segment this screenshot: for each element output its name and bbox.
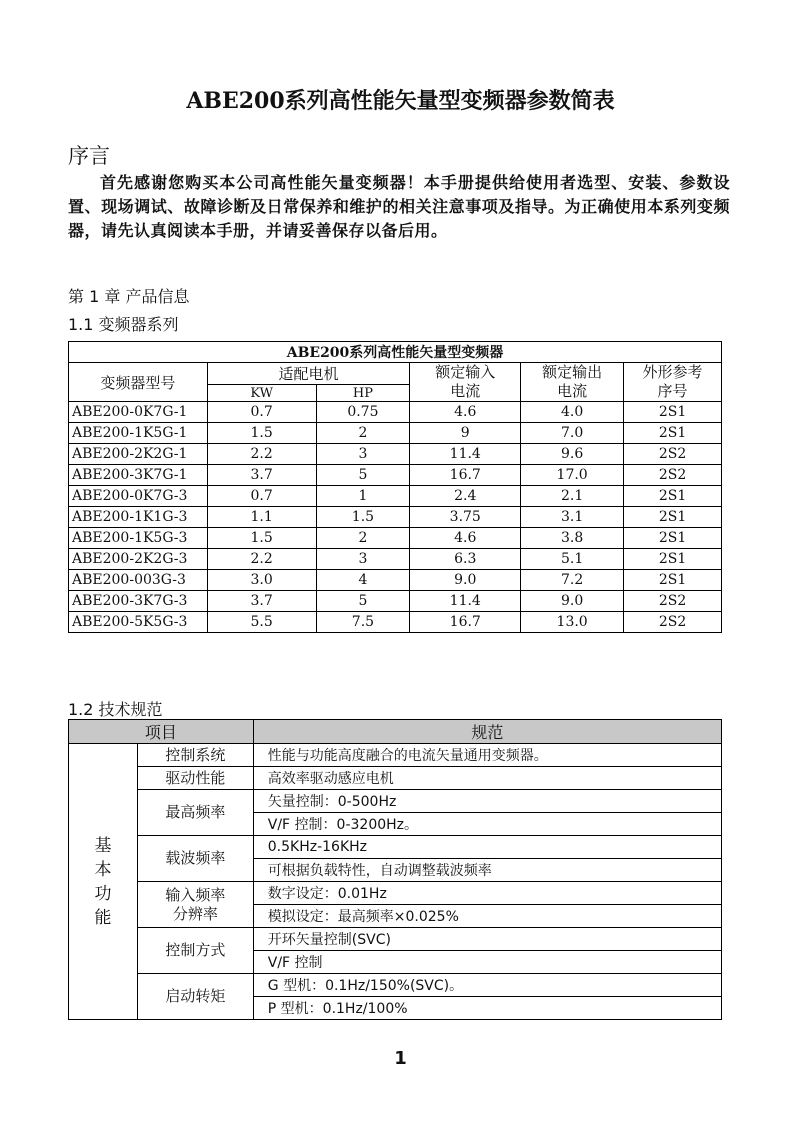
cell-outline-ref: 2S1 — [624, 507, 722, 528]
cell-model: ABE200-3K7G-1 — [69, 465, 208, 486]
header-hp: HP — [316, 385, 410, 402]
spec-value: 数字设定：0.01Hz — [253, 882, 721, 905]
spec-value: 开环矢量控制(SVC) — [253, 928, 721, 951]
cell-input-current: 2.4 — [410, 486, 521, 507]
cell-output-current: 3.1 — [521, 507, 624, 528]
cell-outline-ref: 2S1 — [624, 423, 722, 444]
spec-item-name — [137, 974, 253, 1020]
table-row — [69, 507, 722, 528]
cell-hp: 1.5 — [316, 507, 410, 528]
header-output-current-text: 额定输出电流 — [542, 363, 603, 400]
spec-value: G 型机：0.1Hz/150%(SVC)。 — [253, 974, 721, 997]
cell-hp: 5 — [316, 465, 410, 486]
header-model: 变频器型号 — [69, 363, 208, 402]
cell-input-current: 16.7 — [410, 465, 521, 486]
table-row — [69, 444, 722, 465]
cell-input-current: 9.0 — [410, 570, 521, 591]
cell-kw: 5.5 — [207, 612, 316, 633]
cell-output-current: 9.0 — [521, 591, 624, 612]
cell-outline-ref: 2S2 — [624, 591, 722, 612]
preface-paragraph: 首先感谢您购买本公司高性能矢量变频器！本手册提供给使用者选型、安装、参数设置、现场调试、故障诊断及日常保养和维护的相关注意事项及指导。为正确使用本系列变频器，请先认真阅读本手册，并请妥善保存以备后用。 — [68, 173, 730, 240]
table-row — [69, 591, 722, 612]
cell-output-current: 4.0 — [521, 402, 624, 423]
header-input-current — [410, 363, 521, 402]
cell-input-current: 11.4 — [410, 444, 521, 465]
cell-hp: 3 — [316, 444, 410, 465]
section-heading-series: 1.1 变频器系列 — [68, 315, 179, 334]
cell-outline-ref: 2S2 — [624, 465, 722, 486]
cell-kw: 0.7 — [207, 486, 316, 507]
spec-value: P 型机：0.1Hz/100% — [253, 997, 721, 1020]
table-row — [69, 549, 722, 570]
spec-item-name — [137, 928, 253, 974]
cell-kw: 0.7 — [207, 402, 316, 423]
spec-value: 模拟设定：最高频率×0.025% — [253, 905, 721, 928]
cell-kw: 1.5 — [207, 528, 316, 549]
header-motor: 适配电机 — [207, 363, 410, 385]
header-input-current-text: 额定输入电流 — [435, 363, 496, 400]
spec-value: 性能与功能高度融合的电流矢量通用变频器。 — [253, 744, 721, 767]
header-outline — [624, 363, 722, 402]
spec-item-name — [137, 882, 253, 928]
cell-output-current: 3.8 — [521, 528, 624, 549]
spec-item-text: 启动转矩 — [165, 987, 226, 1005]
cell-outline-ref: 2S2 — [624, 612, 722, 633]
cell-kw: 1.1 — [207, 507, 316, 528]
spec-item-text: 输入频率分辨率 — [165, 885, 226, 923]
cell-input-current: 9 — [410, 423, 521, 444]
spec-category-text: 基本功能 — [94, 835, 112, 928]
table-row — [69, 974, 722, 997]
cell-outline-ref: 2S1 — [624, 486, 722, 507]
table-row — [69, 570, 722, 591]
cell-kw: 3.7 — [207, 465, 316, 486]
cell-model: ABE200-0K7G-1 — [69, 402, 208, 423]
table-row — [69, 465, 722, 486]
table-row — [69, 402, 722, 423]
table-row — [69, 767, 722, 790]
spec-header-item: 项目 — [69, 720, 254, 744]
spec-value: 0.5KHz-16KHz — [253, 836, 721, 859]
spec-item-text: 载波频率 — [165, 849, 226, 867]
cell-kw: 2.2 — [207, 549, 316, 570]
cell-kw: 3.7 — [207, 591, 316, 612]
spec-value: 矢量控制：0-500Hz — [253, 790, 721, 813]
cell-hp: 2 — [316, 528, 410, 549]
cell-hp: 0.75 — [316, 402, 410, 423]
cell-model: ABE200-2K2G-1 — [69, 444, 208, 465]
table-row — [69, 836, 722, 859]
cell-output-current: 7.2 — [521, 570, 624, 591]
cell-model: ABE200-5K5G-3 — [69, 612, 208, 633]
cell-hp: 1 — [316, 486, 410, 507]
spec-value: 可根据负载特性，自动调整载波频率 — [253, 859, 721, 882]
cell-output-current: 7.0 — [521, 423, 624, 444]
series-table — [68, 341, 722, 633]
cell-outline-ref: 2S1 — [624, 402, 722, 423]
spec-table — [68, 719, 722, 1020]
cell-output-current: 13.0 — [521, 612, 624, 633]
cell-input-current: 6.3 — [410, 549, 521, 570]
cell-model: ABE200-2K2G-3 — [69, 549, 208, 570]
cell-hp: 4 — [316, 570, 410, 591]
cell-model: ABE200-003G-3 — [69, 570, 208, 591]
cell-input-current: 16.7 — [410, 612, 521, 633]
table-row — [69, 528, 722, 549]
cell-kw: 2.2 — [207, 444, 316, 465]
cell-output-current: 5.1 — [521, 549, 624, 570]
spec-item-text: 控制系统 — [165, 745, 226, 764]
spec-value: V/F 控制 — [253, 951, 721, 974]
cell-hp: 5 — [316, 591, 410, 612]
chapter-heading: 第 1 章 产品信息 — [68, 287, 190, 306]
cell-model: ABE200-1K1G-3 — [69, 507, 208, 528]
spec-header-spec: 规范 — [253, 720, 721, 744]
table-row — [69, 882, 722, 905]
table-row — [69, 744, 722, 767]
cell-outline-ref: 2S1 — [624, 528, 722, 549]
table-row — [69, 486, 722, 507]
section-heading-spec: 1.2 技术规范 — [68, 700, 163, 719]
cell-model: ABE200-1K5G-1 — [69, 423, 208, 444]
spec-item-name — [137, 744, 253, 767]
cell-output-current: 9.6 — [521, 444, 624, 465]
cell-input-current: 11.4 — [410, 591, 521, 612]
cell-input-current: 3.75 — [410, 507, 521, 528]
spec-item-text: 控制方式 — [165, 941, 226, 959]
cell-hp: 2 — [316, 423, 410, 444]
cell-output-current: 2.1 — [521, 486, 624, 507]
document-title: ABE200系列高性能矢量型变频器参数简表 — [186, 88, 615, 114]
table-row — [69, 612, 722, 633]
cell-kw: 1.5 — [207, 423, 316, 444]
spec-item-name — [137, 767, 253, 790]
spec-category — [69, 744, 138, 1020]
table-row — [69, 928, 722, 951]
spec-value: V/F 控制：0-3200Hz。 — [253, 813, 721, 836]
header-kw: KW — [207, 385, 316, 402]
cell-outline-ref: 2S1 — [624, 570, 722, 591]
page-number: 1 — [394, 1048, 407, 1069]
cell-model: ABE200-1K5G-3 — [69, 528, 208, 549]
cell-input-current: 4.6 — [410, 528, 521, 549]
spec-item-name — [137, 790, 253, 836]
cell-model: ABE200-3K7G-3 — [69, 591, 208, 612]
header-outline-text: 外形参考序号 — [642, 363, 703, 400]
cell-outline-ref: 2S2 — [624, 444, 722, 465]
header-output-current — [521, 363, 624, 402]
cell-output-current: 17.0 — [521, 465, 624, 486]
cell-hp: 7.5 — [316, 612, 410, 633]
series-table-caption: ABE200系列高性能矢量型变频器 — [69, 342, 722, 363]
cell-hp: 3 — [316, 549, 410, 570]
cell-outline-ref: 2S1 — [624, 549, 722, 570]
preface-heading: 序言 — [68, 144, 110, 168]
spec-value: 高效率驱动感应电机 — [253, 767, 721, 790]
table-row — [69, 423, 722, 444]
spec-item-name — [137, 836, 253, 882]
table-row — [69, 790, 722, 813]
spec-item-text: 最高频率 — [165, 803, 226, 821]
spec-item-text: 驱动性能 — [165, 768, 226, 787]
cell-model: ABE200-0K7G-3 — [69, 486, 208, 507]
cell-input-current: 4.6 — [410, 402, 521, 423]
cell-kw: 3.0 — [207, 570, 316, 591]
